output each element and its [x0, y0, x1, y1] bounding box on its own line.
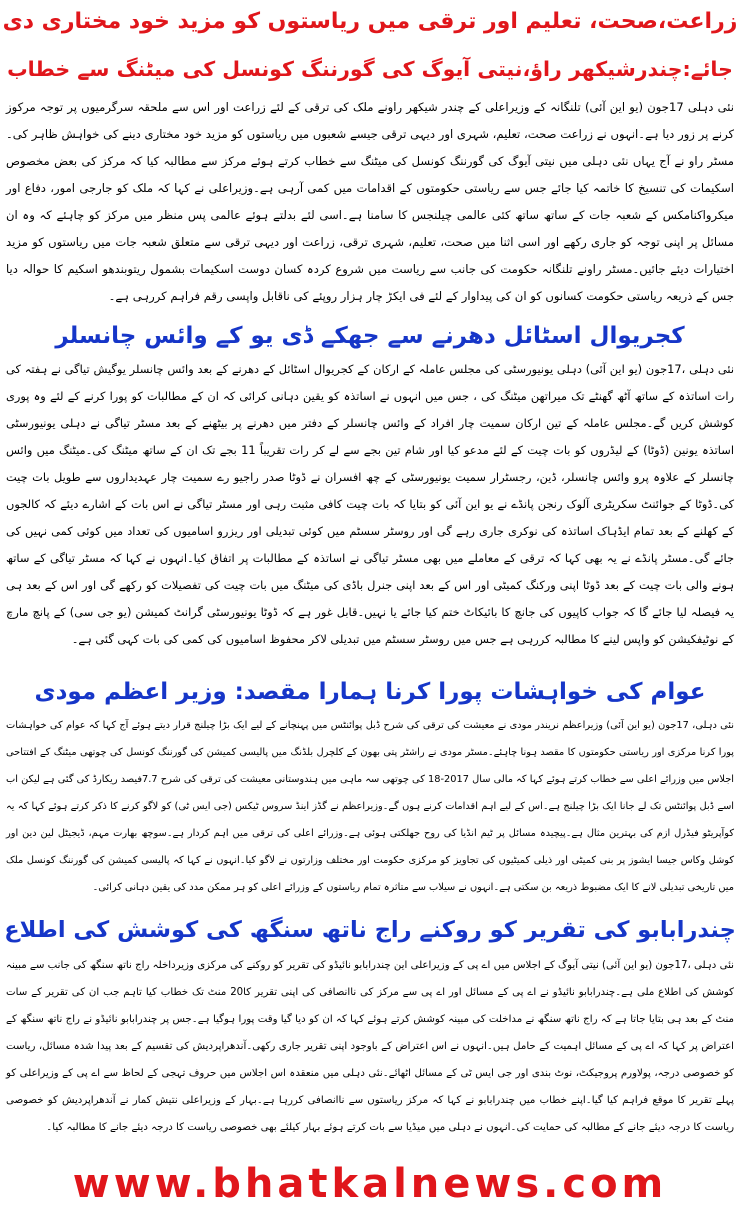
article1-headline-line2: جائے:چندرشیکھر راؤ،نیتی آیوگ کی گورننگ کونسل کی میٹنگ سے خطاب [7, 57, 733, 81]
article4-headline: چندرابابو کی تقریر کو روکنے راج ناتھ سنگھ کی کوشش کی اطلاع [4, 917, 736, 943]
article2-body: نئی دہلی ،17جون (یو این آئی) دہلی یونیورسٹی کی مجلس عاملہ کے ارکان کے کجریوال اسٹائل کے دھرنے کے بعد وائس چانسلر یوگیش تیاگی نے ہفتہ کی رات اساتذہ کے ساتھ آٹھ گھنٹے تک میراتھن میٹنگ کی ، جس میں انہوں نے اساتذہ کو یقین دہانی کرائی کہ ان کے مطالبات کو پورا کرنے کے لئے وہ پوری کوشش کریں گے۔مجلس عاملہ کے تین ارکان سمیت چار افراد کے وائس چانسلر کے دفتر میں دھرنے پر بیٹھنے کے بعد مسٹر تیاگی نے دہلی یونیورسٹی اساتذہ یونین (ڈوٹا) کے لیڈروں کو بات چیت کے لئے مدعو کیا اور شام تین بجے سے لے کر رات تقریباً 11 بجے تک ان کے ساتھ میٹنگ کی۔میٹنگ میں وائس چانسلر کے علاوہ پرو وائس چانسلر، ڈین، رجسٹرار سمیت یونیورسٹی کے چھ افسران نے ڈوٹا صدر راجیو رے سمیت چار عہدیداروں سے طویل بات چیت کی۔ڈوٹا کے جوائنٹ سکریٹری آلوک رنجن پانڈے نے یو این آئی کو بتایا کہ بات چیت کافی مثبت رہی اور مسٹر تیاگی نے اس بات کے اشارے دیئے کہ کالجوں کے کھلنے کے بعد تمام ایڈہاک اساتذہ کی نوکری جاری رہے گی اور روسٹر سسٹم میں کوئی تبدیلی اور ریزرو اسامیوں کی تعداد میں کوئی کمی نہیں کی جائے گی۔مسٹر پانڈے نے یہ بھی کہا کہ ترقی کے معاملے میں بھی مسٹر تیاگی نے اساتذہ کے مطالبات پر اتفاق کیا۔انہوں نے کہا کہ مسٹر تیاگی کے ساتھ ہونے والی بات چیت کے بعد ڈوٹا اپنی ورکنگ کمیٹی اور اس کے بعد اپنی جنرل باڈی کی میٹنگ میں بات چیت کی تفصیلات کو رکھے گی اور اس کے بعد ہی یہ فیصلہ لیا جائے گا کہ جواب کاپیوں کی جانچ کا بائیکاٹ ختم کیا جائے یا نہیں۔قابل غور ہے کہ ڈوٹا یونیورسٹی گرانٹ کمیشن (یو جی سی) کے پانچ مارچ کے نوٹیفکیشن کو واپس لینے کا مطالبہ کررہی ہے جس میں روسٹر سسٹم میں تبدیلی لاکر محفوظ اسامیوں کی کمی کی بات کہی گئی ہے۔ [6, 362, 735, 646]
article1-headline-line1: زراعت،صحت، تعلیم اور ترقی میں ریاستوں کو مزید خود مختاری دی [2, 9, 738, 34]
article2-headline: کجریوال اسٹائل دھرنے سے جھکے ڈی یو کے وائس چانسلر [55, 323, 685, 349]
article3-headline: عوام کی خواہشات پورا کرنا ہمارا مقصد: وزیر اعظم مودی [34, 679, 706, 705]
article1-body: نئی دہلی 17جون (یو این آئی) تلنگانہ کے وزیراعلی کے چندر شیکھر راونے ملک کی ترقی کے لئے زراعت اور اس سے ملحقہ سرگرمیوں پر توجہ مرکوز کرنے پر زور دیا ہے۔انہوں نے زراعت صحت، تعلیم، شہری اور دیہی ترقی جیسے شعبوں میں ریاستوں کو مزید خود مختاری دینے کی خواہش ظاہر کی۔مسٹر راو نے آج یہاں نئی دہلی میں نیتی آیوگ کی گورننگ کونسل کی میٹنگ سے خطاب کرتے ہوئے مرکز سے مطالبہ کیا کہ مرکز کی بعض مخصوص اسکیمات کی تنسیخ کا خاتمہ کیا جائے جس سے ریاستی حکومتوں کے اقدامات میں کمی آرہی ہے۔وزیراعلی نے کہا کہ ملک کو جارجی امور، دفاع اور میکرواکنامکس کے شعبہ جات کے ساتھ ساتھ کئی عالمی چیلنجس کا سامنا ہے۔اسی لئے بدلتے ہوئے عالمی پس منظر میں مرکز کو چاہئے کہ وہ ان مسائل پر اپنی توجہ کو جاری رکھے اور اسی اثنا میں صحت، تعلیم، شہری ترقی، زراعت اور دیہی ترقی سے متعلق شعبہ جات میں ریاستوں کو مزید اختیارات دیئے جائیں۔مسٹر راونے تلنگانہ حکومت کی جانب سے ریاست میں شروع کردہ کسان دوست اسکیمات بشمول ریتوبندھو اسکیم کا حوالہ دیا جس کے ذریعہ ریاستی حکومت کسانوں کو ان کی پیداوار کے لئے فی ایکڑ چار ہزار روپئے کی ناقابل واپسی رقم فراہم کررہی ہے۔ [6, 100, 734, 303]
article3-body: نئی دہلی، 17جون (یو این آئی) وزیراعظم نریندر مودی نے معیشت کی ترقی کی شرح ڈبل پوائنٹس میں پہنچانے کے لیے ایک بڑا چیلنج قرار دیتے ہوئے آج کہا کہ عوام کی خواہشات پورا کرنا مرکزی اور ریاستی حکومتوں کا مقصد ہونا چاہئے۔مسٹر مودی نے راشٹر پتی بھون کے کلچرل بلڈنگ میں پالیسی کمیشن کی گورننگ کونسل کی چوتھی میٹنگ کے افتتاحی اجلاس میں وزرائے اعلی سے خطاب کرتے ہوئے کہا کہ مالی سال 2017-18 کی چوتھی سہ ماہی میں ہندوستانی معیشت کی ترقی کی شرح 7.7فیصد ریکارڈ کی گئی ہے لیکن اب اسے ڈبل پوائنٹس تک لے جانا ایک بڑا چیلنج ہے۔اس کے لیے اہم اقدامات کرنے ہوں گے۔وزیراعظم نے گڈز اینڈ سروس ٹیکس (جی ایس ٹی) کو لاگو کرنے کا ذکر کرتے ہوئے کہا کہ یہ کوآپریٹو فیڈرل ازم کی بہترین مثال ہے۔پیچیدہ مسائل پر ٹیم انڈیا کی روح جھلکتی ہوئی ہے۔وزرائے اعلی کی ترقی میں اہم کردار ہے۔سوچھ بھارت مہم، ڈیجیٹل لین دین اور کوشل وکاس جیسا ایشوز پر بنی کمیٹی اور ذیلی کمیٹیوں کی تجاویز کو مرکزی حکومت اور مختلف وزارتوں نے لاگو کیا۔انہوں نے کہا کہ پالیسی کمیشن کی گورننگ کونسل ملک میں تاریخی تبدیلی لانے کا ایک مضبوط ذریعہ بن سکتی ہے۔انہوں نے سیلاب سے متاثرہ تمام ریاستوں کے وزرائے اعلی کو ہر ممکن مدد کی یقین دہانی کرائی۔ [6, 720, 734, 893]
website-footer: www.bhatkalnews.com [72, 1161, 668, 1207]
article4-body: نئی دہلی ،17جون (یو این آئی) نیتی آیوگ کے اجلاس میں اے پی کے وزیراعلی این چندرابابو نائیڈو کی تقریر کو روکنے کی مرکزی وزیرداخلہ راج ناتھ سنگھ کی جانب سے مبینہ کوشش کی اطلاع ملی ہے۔چندرابابو نائیڈو نے اے پی کے مسائل اور اے پی سے مرکز کی ناانصافی کی اپنی تقریر کا20 منٹ تک خطاب کیا تاہم جب ان کی تقریر کے سات منٹ کے بعد ہی بتایا جاتا ہے کہ راج ناتھ سنگھ نے مداخلت کی مبینہ کوشش کرتے ہوئے کہا کہ ان کو دیا گیا وقت پورا ہوگیا ہے۔جس پر چندرابابو نائیڈو نے راج ناتھ سنگھ کے اعتراض پر کہا کہ اے پی کے مسائل اہمیت کے حامل ہیں۔انہوں نے اس اعتراض کے باوجود اپنی تقریر جاری رکھی۔آندھراپردیش کی تقسیم کے بعد پیدا شدہ مسائل، ریاست کو خصوصی درجہ، پولاورم پروجیکٹ، نوٹ بندی اور جی ایس ٹی کے مسائل اٹھائے۔نئی دہلی میں منعقدہ اس اجلاس میں حروف تہجی کے لحاظ سے اے پی کے وزیراعلی کو پہلے تقریر کا موقع فراہم کیا گیا۔اپنے خطاب میں چندرابابو نے کہا کہ مرکز ریاستوں سے ناانصافی کررہا ہے۔بہار کے وزیراعلی نتیش کمار نے آندھراپردیش کو خصوصی ریاست کا درجہ دیئے جانے کے مطالبہ کی حمایت کی۔انہوں نے دہلی میں میڈیا سے بات کرتے ہوئے بہار کیلئے بھی خصوصی ریاست کا درجہ دیئے جانے کا مطالبہ کیا۔ [6, 960, 734, 1133]
